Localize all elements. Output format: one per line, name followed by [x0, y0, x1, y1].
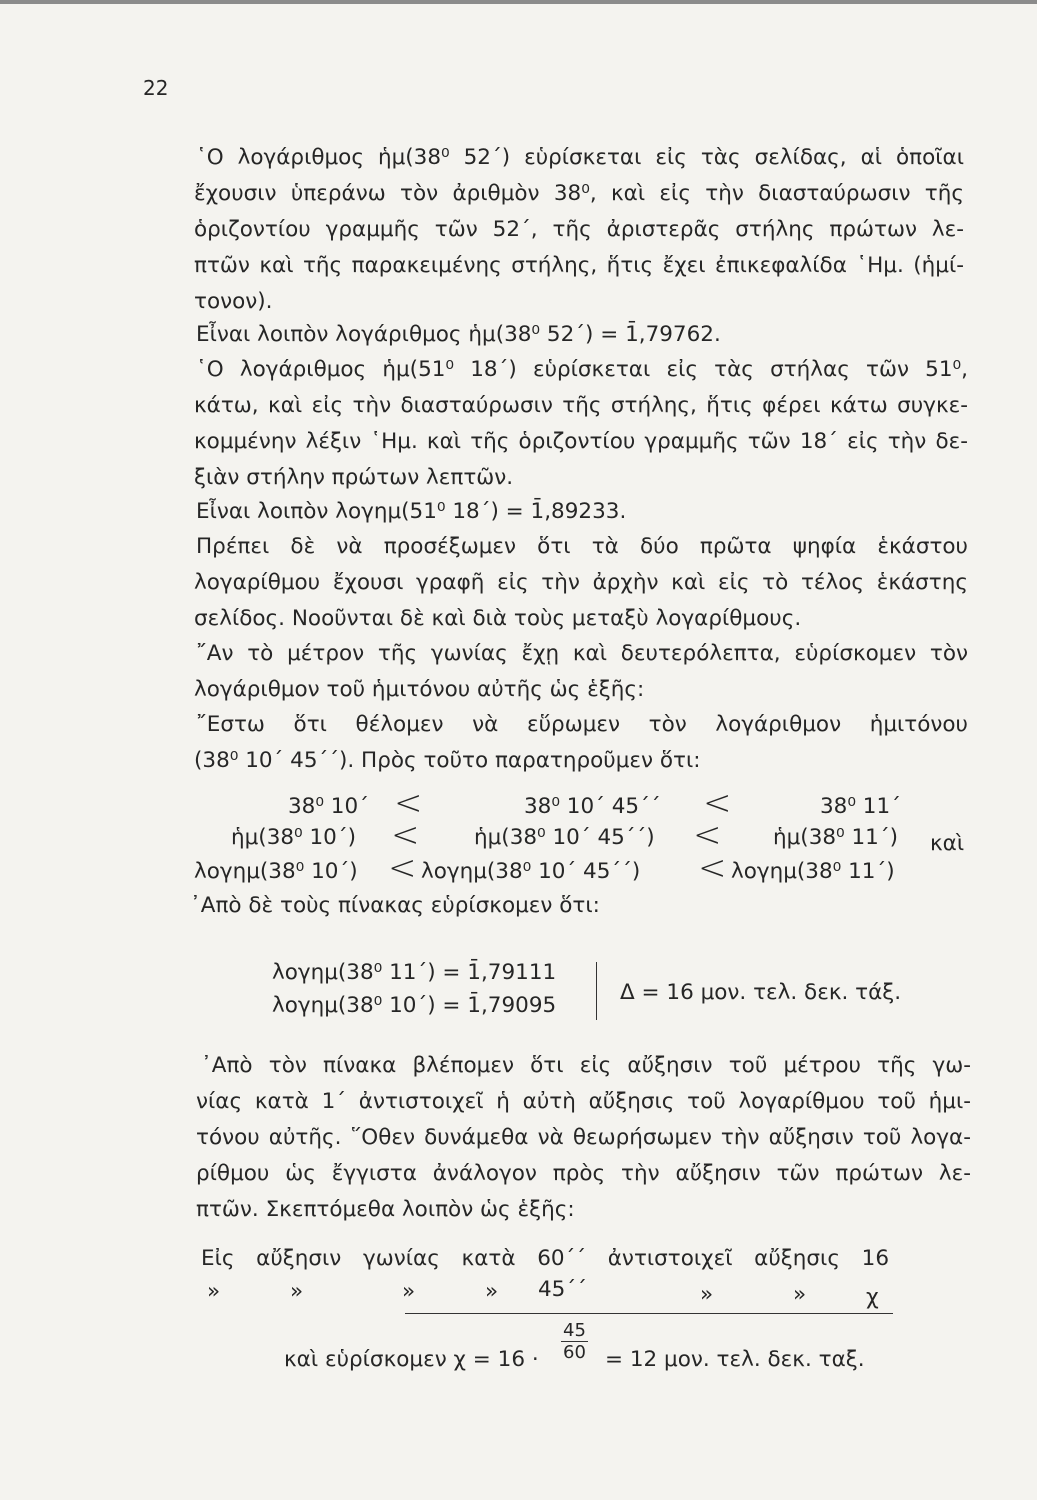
ineq-r2-lt2: < — [693, 815, 722, 855]
prop-mark-6: » — [793, 1282, 807, 1307]
para1-line3: ὁριζοντίου γραμμῆς τῶν 52΄, τῆς ἀριστερᾶς στήλης πρώτων λε- — [194, 217, 964, 242]
para6-line5: πτῶν. Σκεπτόμεθα λοιπὸν ὡς ἑξῆς: — [196, 1197, 575, 1222]
para1-line5: τονον). — [194, 289, 273, 314]
para3-line3: σελίδος. Νοοῦνται δὲ καὶ διὰ τοὺς μεταξὺ λογαρίθμους. — [194, 606, 802, 631]
para6-line3: τόνου αὐτῆς. ῞Οθεν δυνάμεθα νὰ θεωρήσωμεν τὴν αὔξησιν τοῦ λογα- — [196, 1125, 971, 1150]
para1-line2: ἔχουσιν ὑπεράνω τὸν ἀριθμὸν 38⁰, καὶ εἰς τὴν διασταύρωσιν τῆς — [194, 181, 964, 206]
para5-line1: ῎Εστω ὅτι θέλομεν νὰ εὕρωμεν τὸν λογάριθμον ἡμιτόνου — [196, 712, 968, 737]
prop-mark-5: » — [700, 1282, 714, 1307]
para1-line4: πτῶν καὶ τῆς παρακειμένης στήλης, ἥτις ἔχει ἐπικεφαλίδα ῾Ημ. (ἡμί- — [194, 253, 964, 278]
ineq-r3-b: λογημ(38⁰ 10΄ 45΄΄) — [421, 859, 641, 884]
ineq-r2-c: ἡμ(38⁰ 11΄) — [773, 825, 899, 850]
result-line-2: Εἶναι λοιπὸν λογημ(51⁰ 18΄) = 1̄,89233. — [196, 499, 627, 524]
para2-line1: ῾Ο λογάριθμος ἡμ(51⁰ 18΄) εὑρίσκεται εἰς τὰς στήλας τῶν 51⁰, — [196, 357, 968, 382]
ineq-r2-a: ἡμ(38⁰ 10΄) — [231, 825, 357, 850]
para6-line1: ᾿Απὸ τὸν πίνακα βλέπομεν ὅτι εἰς αὔξησιν τοῦ μέτρου τῆς γω- — [201, 1053, 971, 1078]
tables-line: ᾿Απὸ δὲ τοὺς πίνακας εὑρίσκομεν ὅτι: — [190, 893, 600, 918]
delta-line: Δ = 16 μον. τελ. δεκ. τάξ. — [620, 980, 902, 1005]
proportion-rule — [405, 1313, 893, 1314]
prop-x: χ — [866, 1285, 879, 1310]
para5-line2: (38⁰ 10΄ 45΄΄). Πρὸς τοῦτο παρατηροῦμεν ὅτι: — [194, 748, 701, 773]
ineq-r2-tail: καὶ — [930, 831, 965, 856]
para4-line2: λογάριθμον τοῦ ἡμιτόνου αὐτῆς ὡς ἑξῆς: — [194, 677, 645, 702]
ineq-r2-lt1: < — [391, 815, 420, 855]
prop-mark-4: » — [485, 1279, 499, 1304]
fraction-denominator: 60 — [563, 1342, 586, 1363]
ineq-r3-lt2: < — [698, 848, 727, 888]
prop-row1: Εἰς αὔξησιν γωνίας κατὰ 60΄΄ ἀντιστοιχεῖ αὔξησις 16 — [201, 1246, 889, 1271]
page-number: 22 — [143, 76, 169, 100]
brace — [596, 962, 597, 1020]
ineq-r1-lt2: < — [703, 783, 732, 823]
ineq-r1-b: 38⁰ 10΄ 45΄΄ — [524, 794, 661, 819]
prop-val: 45΄΄ — [538, 1277, 587, 1302]
ineq-r2-b: ἡμ(38⁰ 10΄ 45΄΄) — [474, 825, 655, 850]
ineq-r3-c: λογημ(38⁰ 11΄) — [731, 859, 895, 884]
para6-line4: ρίθμου ὡς ἔγγιστα ἀνάλογον πρὸς τὴν αὔξησιν τῶν πρώτων λε- — [196, 1161, 971, 1186]
fraction — [561, 1320, 588, 1363]
result-line-1: Εἶναι λοιπὸν λογάριθμος ἡμ(38⁰ 52΄) = 1̄,79762. — [196, 322, 721, 347]
ineq-r1-c: 38⁰ 11΄ — [820, 794, 901, 819]
prop-mark-2: » — [290, 1279, 304, 1304]
scan-top-edge — [0, 0, 1037, 4]
ineq-r3-lt1: < — [388, 848, 417, 888]
ineq-r3-a: λογημ(38⁰ 10΄) — [194, 859, 358, 884]
para2-line3: κομμένην λέξιν ῾Ημ. καὶ τῆς ὁριζοντίου γραμμῆς τῶν 18΄ εἰς τὴν δε- — [194, 429, 968, 454]
prop-mark-3: » — [402, 1279, 416, 1304]
para3-line2: λογαρίθμου ἔχουσι γραφῆ εἰς τὴν ἀρχὴν καὶ εἰς τὸ τέλος ἑκάστης — [194, 570, 968, 595]
final-tail: = 12 μον. τελ. δεκ. ταξ. — [605, 1347, 865, 1372]
para2-line4: ξιὰν στήλην πρώτων λεπτῶν. — [194, 465, 514, 490]
para4-line1: ῎Αν τὸ μέτρον τῆς γωνίας ἔχῃ καὶ δευτερόλεπτα, εὑρίσκομεν τὸν — [196, 641, 968, 666]
fraction-numerator: 45 — [563, 1320, 586, 1341]
ineq-r1-lt1: < — [394, 783, 423, 823]
para1-line1: ῾Ο λογάριθμος ἡμ(38⁰ 52΄) εὑρίσκεται εἰς τὰς σελίδας, αἱ ὁποῖαι — [196, 145, 964, 170]
final-lead: καὶ εὑρίσκομεν χ = 16 · — [284, 1347, 539, 1372]
para6-line2: νίας κατὰ 1΄ ἀντιστοιχεῖ ἡ αὐτὴ αὔξησις τοῦ λογαρίθμου τοῦ ἡμι- — [196, 1089, 971, 1114]
prop-mark-1: » — [207, 1279, 221, 1304]
para2-line2: κάτω, καὶ εἰς τὴν διασταύρωσιν τῆς στήλης, ἥτις φέρει κάτω συγκε- — [194, 393, 968, 418]
log-line-2: λογημ(38⁰ 10΄) = 1̄,79095 — [272, 993, 557, 1018]
log-line-1: λογημ(38⁰ 11΄) = 1̄,79111 — [272, 960, 557, 985]
para3-line1: Πρέπει δὲ νὰ προσέξωμεν ὅτι τὰ δύο πρῶτα ψηφία ἑκάστου — [196, 534, 968, 559]
ineq-r1-a: 38⁰ 10΄ — [288, 794, 369, 819]
